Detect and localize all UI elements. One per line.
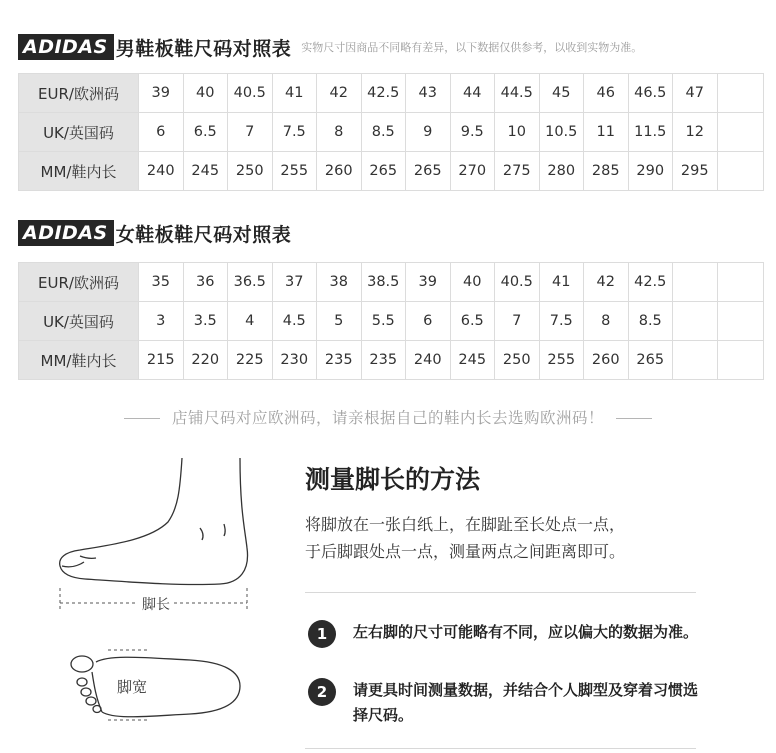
size-cell: 42 — [317, 74, 362, 113]
separator-bottom — [305, 748, 696, 749]
size-cell: 250 — [495, 341, 540, 380]
size-cell: 270 — [450, 152, 495, 191]
size-cell — [673, 341, 718, 380]
size-cell: 235 — [361, 341, 406, 380]
tip-2 — [308, 678, 708, 728]
size-cell: 7.5 — [272, 113, 317, 152]
size-cell: 225 — [228, 341, 273, 380]
size-cell: 42 — [584, 263, 629, 302]
tip-1-number: 1 — [308, 620, 336, 648]
size-cell: 8.5 — [628, 302, 673, 341]
size-cell: 5.5 — [361, 302, 406, 341]
size-cell: 240 — [139, 152, 184, 191]
row-header: UK/英国码 — [19, 113, 139, 152]
hint-dash-right — [616, 418, 652, 419]
row-header: MM/鞋内长 — [19, 341, 139, 380]
men-row-2 — [19, 152, 764, 191]
size-cell: 230 — [272, 341, 317, 380]
size-cell: 6 — [139, 113, 184, 152]
size-cell: 39 — [406, 263, 451, 302]
size-cell: 6.5 — [450, 302, 495, 341]
size-cell: 5 — [317, 302, 362, 341]
size-cell: 260 — [317, 152, 362, 191]
size-cell: 38.5 — [361, 263, 406, 302]
size-cell: 40 — [183, 74, 228, 113]
women-row-1 — [19, 302, 764, 341]
size-cell: 12 — [673, 113, 718, 152]
size-cell: 8.5 — [361, 113, 406, 152]
size-cell: 265 — [628, 341, 673, 380]
hint-dash-left — [124, 418, 160, 419]
women-table-title: 女鞋板鞋尺码对照表 — [115, 223, 292, 246]
size-cell — [673, 263, 718, 302]
measure-desc-line1: 将脚放在一张白纸上，在脚趾至长处点一点， — [305, 515, 626, 534]
measure-desc-line2: 于后脚跟处点一点，测量两点之间距离即可。 — [305, 542, 626, 561]
size-cell: 11 — [584, 113, 629, 152]
size-cell: 9.5 — [450, 113, 495, 152]
tip-1-text: 左右脚的尺寸可能略有不同，应以偏大的数据为准。 — [353, 623, 699, 641]
size-cell: 46 — [584, 74, 629, 113]
size-cell: 8 — [584, 302, 629, 341]
size-cell: 265 — [406, 152, 451, 191]
size-cell: 47 — [673, 74, 718, 113]
women-title-row — [18, 218, 291, 248]
row-header: UK/英国码 — [19, 302, 139, 341]
size-cell — [717, 302, 763, 341]
women-row-2 — [19, 341, 764, 380]
men-brand-badge: ADIDAS — [18, 34, 114, 60]
size-cell — [717, 341, 763, 380]
size-cell: 44 — [450, 74, 495, 113]
shop-hint — [0, 406, 776, 428]
row-header: EUR/欧洲码 — [19, 74, 139, 113]
size-cell: 220 — [183, 341, 228, 380]
men-title-row — [18, 32, 642, 62]
size-cell: 250 — [228, 152, 273, 191]
size-cell — [717, 152, 763, 191]
size-cell: 39 — [139, 74, 184, 113]
foot-length-label: 脚长 — [138, 594, 174, 614]
size-cell: 285 — [584, 152, 629, 191]
foot-width-label: 脚宽 — [117, 678, 148, 696]
size-cell: 46.5 — [628, 74, 673, 113]
women-row-0 — [19, 263, 764, 302]
size-cell: 10 — [495, 113, 540, 152]
size-cell: 42.5 — [628, 263, 673, 302]
size-cell: 36 — [183, 263, 228, 302]
size-cell: 235 — [317, 341, 362, 380]
tip-2-number: 2 — [308, 678, 336, 706]
row-header: MM/鞋内长 — [19, 152, 139, 191]
men-row-0 — [19, 74, 764, 113]
size-cell: 8 — [317, 113, 362, 152]
size-cell: 295 — [673, 152, 718, 191]
size-cell — [717, 74, 763, 113]
tip-2-text: 请更具时间测量数据，并结合个人脚型及穿着习惯选择尺码。 — [353, 681, 699, 724]
foot-top-view-icon — [71, 656, 240, 717]
size-cell — [717, 263, 763, 302]
size-cell: 6 — [406, 302, 451, 341]
size-cell: 260 — [584, 341, 629, 380]
size-cell: 9 — [406, 113, 451, 152]
men-table-title: 男鞋板鞋尺码对照表 — [115, 37, 292, 60]
size-cell — [717, 113, 763, 152]
size-cell: 44.5 — [495, 74, 540, 113]
size-cell: 45 — [539, 74, 584, 113]
tip-1 — [308, 620, 708, 648]
size-cell: 6.5 — [183, 113, 228, 152]
size-cell: 4.5 — [272, 302, 317, 341]
size-cell: 240 — [406, 341, 451, 380]
size-cell: 40.5 — [228, 74, 273, 113]
men-table-note: 实物尺寸因商品不同略有差异，以下数据仅供参考，以收到实物为准。 — [301, 41, 643, 54]
size-cell: 4 — [228, 302, 273, 341]
size-cell: 35 — [139, 263, 184, 302]
size-cell: 7 — [495, 302, 540, 341]
foot-side-view-icon — [60, 458, 248, 585]
size-cell: 40 — [450, 263, 495, 302]
size-cell: 265 — [361, 152, 406, 191]
women-size-table — [18, 262, 764, 380]
size-cell: 41 — [539, 263, 584, 302]
measure-title: 测量脚长的方法 — [305, 465, 481, 494]
size-cell: 245 — [450, 341, 495, 380]
size-cell: 280 — [539, 152, 584, 191]
size-cell: 38 — [317, 263, 362, 302]
size-cell: 42.5 — [361, 74, 406, 113]
size-cell: 255 — [539, 341, 584, 380]
size-cell: 36.5 — [228, 263, 273, 302]
size-cell: 7.5 — [539, 302, 584, 341]
size-cell: 7 — [228, 113, 273, 152]
size-cell: 3 — [139, 302, 184, 341]
shop-hint-text: 店铺尺码对应欧洲码，请亲根据自己的鞋内长去选购欧洲码！ — [171, 409, 604, 427]
size-cell: 43 — [406, 74, 451, 113]
measure-description — [305, 511, 745, 565]
size-cell: 290 — [628, 152, 673, 191]
separator-top — [305, 592, 696, 593]
size-cell: 41 — [272, 74, 317, 113]
size-cell: 215 — [139, 341, 184, 380]
size-cell: 275 — [495, 152, 540, 191]
size-cell: 245 — [183, 152, 228, 191]
size-cell: 40.5 — [495, 263, 540, 302]
women-brand-badge: ADIDAS — [18, 220, 114, 246]
size-cell — [673, 302, 718, 341]
row-header: EUR/欧洲码 — [19, 263, 139, 302]
size-cell: 37 — [272, 263, 317, 302]
men-size-table — [18, 73, 764, 191]
size-cell: 10.5 — [539, 113, 584, 152]
size-cell: 11.5 — [628, 113, 673, 152]
size-cell: 3.5 — [183, 302, 228, 341]
size-cell: 255 — [272, 152, 317, 191]
men-row-1 — [19, 113, 764, 152]
